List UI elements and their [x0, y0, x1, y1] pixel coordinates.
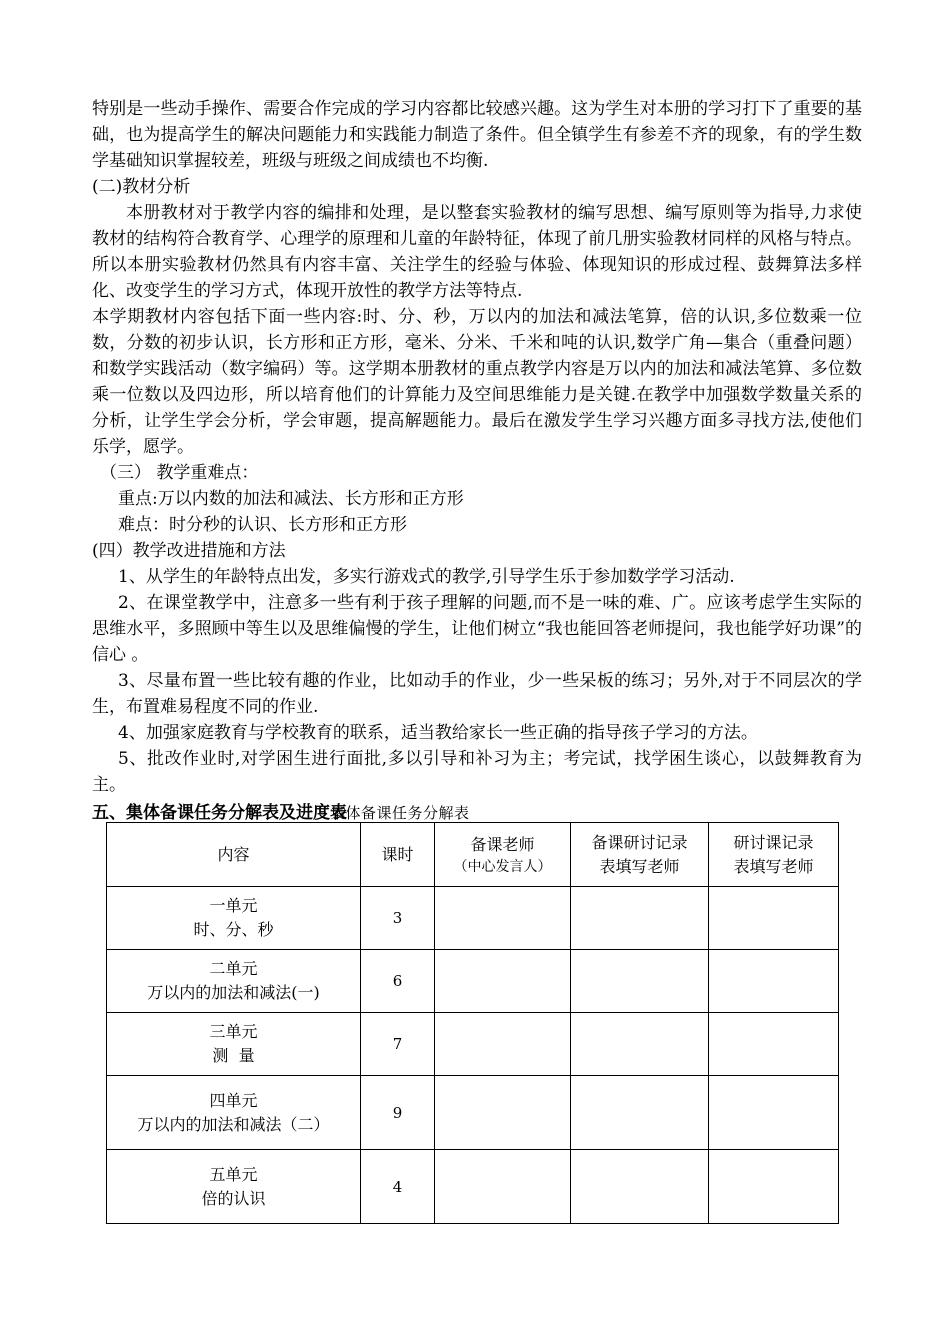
- header-record-1-line-1: 备课研讨记录: [591, 832, 688, 852]
- table-header-row: [107, 823, 839, 887]
- key-point: 重点:万以内数的加法和减法、长方形和正方形: [118, 489, 464, 509]
- table-row: [107, 950, 839, 1013]
- hours-cell: 7: [361, 1013, 435, 1076]
- header-record-2: [709, 823, 839, 887]
- table-row: [107, 1076, 839, 1150]
- record-2-cell: [709, 1013, 839, 1076]
- record-2-cell: [709, 887, 839, 950]
- table-row: [107, 1013, 839, 1076]
- lesson-plan-table: [106, 822, 839, 1224]
- record-2-cell: [709, 1076, 839, 1150]
- record-1-cell: [571, 950, 709, 1013]
- header-record-2-line-1: 研讨课记录: [733, 832, 814, 852]
- hours-cell: 6: [361, 950, 435, 1013]
- section-2-paragraph-1: 本册教材对于教学内容的编排和处理，是以整套实验教材的编写思想、编写原则等为指导,力求使教材的结构符合教育学、心理学的原理和儿童的年龄特征，体现了前几册实验教材同样的风格与特点。所以本册实验教材仍然具有内容丰富、关注学生的经验与体验、体现知识的形成过程、鼓舞算法多样化、改变学生的学习方式，体现开放性的教学方法等特点.: [92, 203, 862, 301]
- unit-topic: 万以内的加法和减法(一): [147, 983, 320, 1002]
- header-hours: 课时: [361, 823, 435, 887]
- teacher-cell: [435, 1150, 571, 1224]
- unit-label: 三单元: [209, 1022, 258, 1041]
- record-1-cell: [571, 1150, 709, 1224]
- record-2-cell: [709, 1150, 839, 1224]
- unit-cell: [107, 950, 361, 1013]
- section-4-title: (四）教学改进措施和方法: [92, 541, 286, 561]
- header-teacher-sub: （中心发言人）: [453, 858, 552, 875]
- header-content: 内容: [107, 823, 361, 887]
- table-row: [107, 1150, 839, 1224]
- record-2-cell: [709, 950, 839, 1013]
- measure-item-1: 1、从学生的年龄特点出发，多实行游戏式的教学,引导学生乐于参加数学学习活动.: [118, 567, 735, 587]
- header-teacher-label: 备课老师: [470, 834, 535, 854]
- document-body: [92, 96, 862, 826]
- hours-cell: 3: [361, 887, 435, 950]
- unit-label: 四单元: [209, 1090, 258, 1110]
- header-record-1: [571, 823, 709, 887]
- unit-topic: 倍的认识: [201, 1188, 266, 1208]
- unit-cell: [107, 1013, 361, 1076]
- table-row: [107, 887, 839, 950]
- unit-topic: 测 量: [212, 1046, 255, 1065]
- section-5-title: 五、集体备课任务分解表及进度表: [92, 803, 347, 823]
- header-record-2-line-2: 表填写老师: [733, 856, 814, 876]
- section-3-title: （三） 教学重难点：: [100, 463, 259, 483]
- record-1-cell: [571, 1013, 709, 1076]
- table-caption: 集体备课任务分解表: [330, 804, 470, 822]
- record-1-cell: [571, 1076, 709, 1150]
- measure-item-3: 3、尽量布置一些比较有趣的作业，比如动手的作业，少一些呆板的练习；另外,对于不同层次的学生，布置难易程度不同的作业.: [92, 671, 862, 717]
- unit-label: 二单元: [209, 959, 258, 978]
- unit-topic: 万以内的加法和减法（二）: [137, 1114, 330, 1134]
- hours-cell: 9: [361, 1076, 435, 1150]
- unit-label: 五单元: [209, 1164, 258, 1184]
- section-2-paragraph-2: 本学期教材内容包括下面一些内容:时、分、秒，万以内的加法和减法笔算，倍的认识,多位数乘一位数，分数的初步认识，长方形和正方形，毫米、分米、千米和吨的认识,数学广角—集合（重叠问题）和数学实践活动（数字编码）等。这学期本册教材的重点教学内容是万以内的加法和减法笔算、多位数乘一位数以及四边形，所以培育他们的计算能力及空间思维能力是关键.在教学中加强数学数量关系的分析，让学生学会分析，学会审题，提高解题能力。最后在激发学生学习兴趣方面多寻找方法,使他们乐学，愿学。: [92, 307, 862, 457]
- teacher-cell: [435, 1076, 571, 1150]
- unit-label: 一单元: [209, 896, 258, 915]
- teacher-cell: [435, 887, 571, 950]
- teacher-cell: [435, 1013, 571, 1076]
- header-teacher: [435, 823, 571, 887]
- unit-cell: [107, 1076, 361, 1150]
- unit-cell: [107, 887, 361, 950]
- header-record-1-line-2: 表填写老师: [599, 856, 680, 876]
- teacher-cell: [435, 950, 571, 1013]
- measure-item-2: 2、在课堂教学中，注意多一些有利于孩子理解的问题,而不是一味的难、广。应该考虑学生实际的思维水平，多照顾中等生以及思维偏慢的学生，让他们树立“我也能回答老师提问，我也能学好功课”的信心 。: [92, 593, 862, 665]
- measure-item-5: 5、批改作业时,对学困生进行面批,多以引导和补习为主；考完试，找学困生谈心，以鼓舞教育为主。: [92, 749, 862, 795]
- hours-cell: 4: [361, 1150, 435, 1224]
- unit-topic: 时、分、秒: [193, 920, 274, 939]
- measure-item-4: 4、加强家庭教育与学校教育的联系，适当教给家长一些正确的指导孩子学习的方法。: [118, 723, 758, 743]
- unit-cell: [107, 1150, 361, 1224]
- difficult-point: 难点：时分秒的认识、长方形和正方形: [118, 515, 407, 535]
- record-1-cell: [571, 887, 709, 950]
- intro-paragraph: 特别是一些动手操作、需要合作完成的学习内容都比较感兴趣。这为学生对本册的学习打下了重要的基础，也为提高学生的解决问题能力和实践能力制造了条件。但全镇学生有参差不齐的现象，有的学生数学基础知识掌握较差，班级与班级之间成绩也不均衡.: [92, 99, 862, 171]
- section-2-title: (二)教材分析: [92, 177, 191, 197]
